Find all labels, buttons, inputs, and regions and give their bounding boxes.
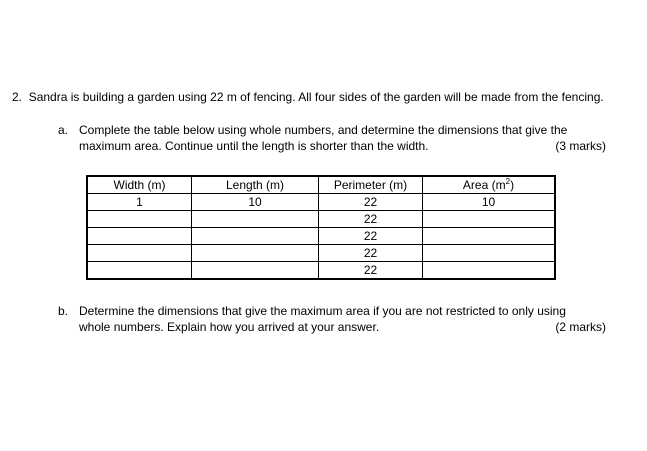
cell-area[interactable]: 10 [423,194,556,211]
table-header-row [87,176,555,194]
question-2 [12,89,632,105]
cell-perimeter: 22 [319,245,423,262]
cell-width[interactable] [87,245,192,262]
header-perimeter: Perimeter (m) [319,176,423,194]
cell-area[interactable] [423,245,556,262]
part-a [58,122,638,154]
part-b [58,303,638,335]
part-b-line-2: whole numbers. Explain how you arrived at your answer. [79,320,380,334]
cell-perimeter: 22 [319,211,423,228]
part-b-marks: (2 marks) [555,320,606,334]
part-a-letter: a. [58,123,69,137]
table-row [87,228,555,245]
question-number: 2. [12,90,23,104]
cell-length[interactable] [192,228,319,245]
part-a-line-1: Complete the table below using whole numbers, and determine the dimensions that give the [79,123,568,137]
cell-length[interactable] [192,245,319,262]
cell-perimeter: 22 [319,228,423,245]
question-text: Sandra is building a garden using 22 m of fencing. All four sides of the garden will be made from the fencing. [28,90,604,104]
cell-length[interactable] [192,211,319,228]
cell-area[interactable] [423,262,556,280]
cell-width[interactable] [87,262,192,280]
table-row [87,262,555,280]
cell-length[interactable]: 10 [192,194,319,211]
cell-width[interactable] [87,228,192,245]
data-table [86,175,556,280]
cell-area[interactable] [423,211,556,228]
part-b-letter: b. [58,304,69,318]
cell-width[interactable]: 1 [87,194,192,211]
part-b-line-1: Determine the dimensions that give the maximum area if you are not restricted to only using [79,304,566,318]
header-area: Area $(m^2)$ [423,176,556,194]
table-row [87,211,555,228]
header-length: Length (m) [192,176,319,194]
part-a-marks: (3 marks) [555,139,606,153]
table-row [87,194,555,211]
cell-length[interactable] [192,262,319,280]
header-width: Width (m) [87,176,192,194]
cell-area[interactable] [423,228,556,245]
cell-perimeter: 22 [319,194,423,211]
cell-width[interactable] [87,211,192,228]
part-a-line-2: maximum area. Continue until the length is shorter than the width. [79,139,429,153]
table-row [87,245,555,262]
cell-perimeter: 22 [319,262,423,280]
